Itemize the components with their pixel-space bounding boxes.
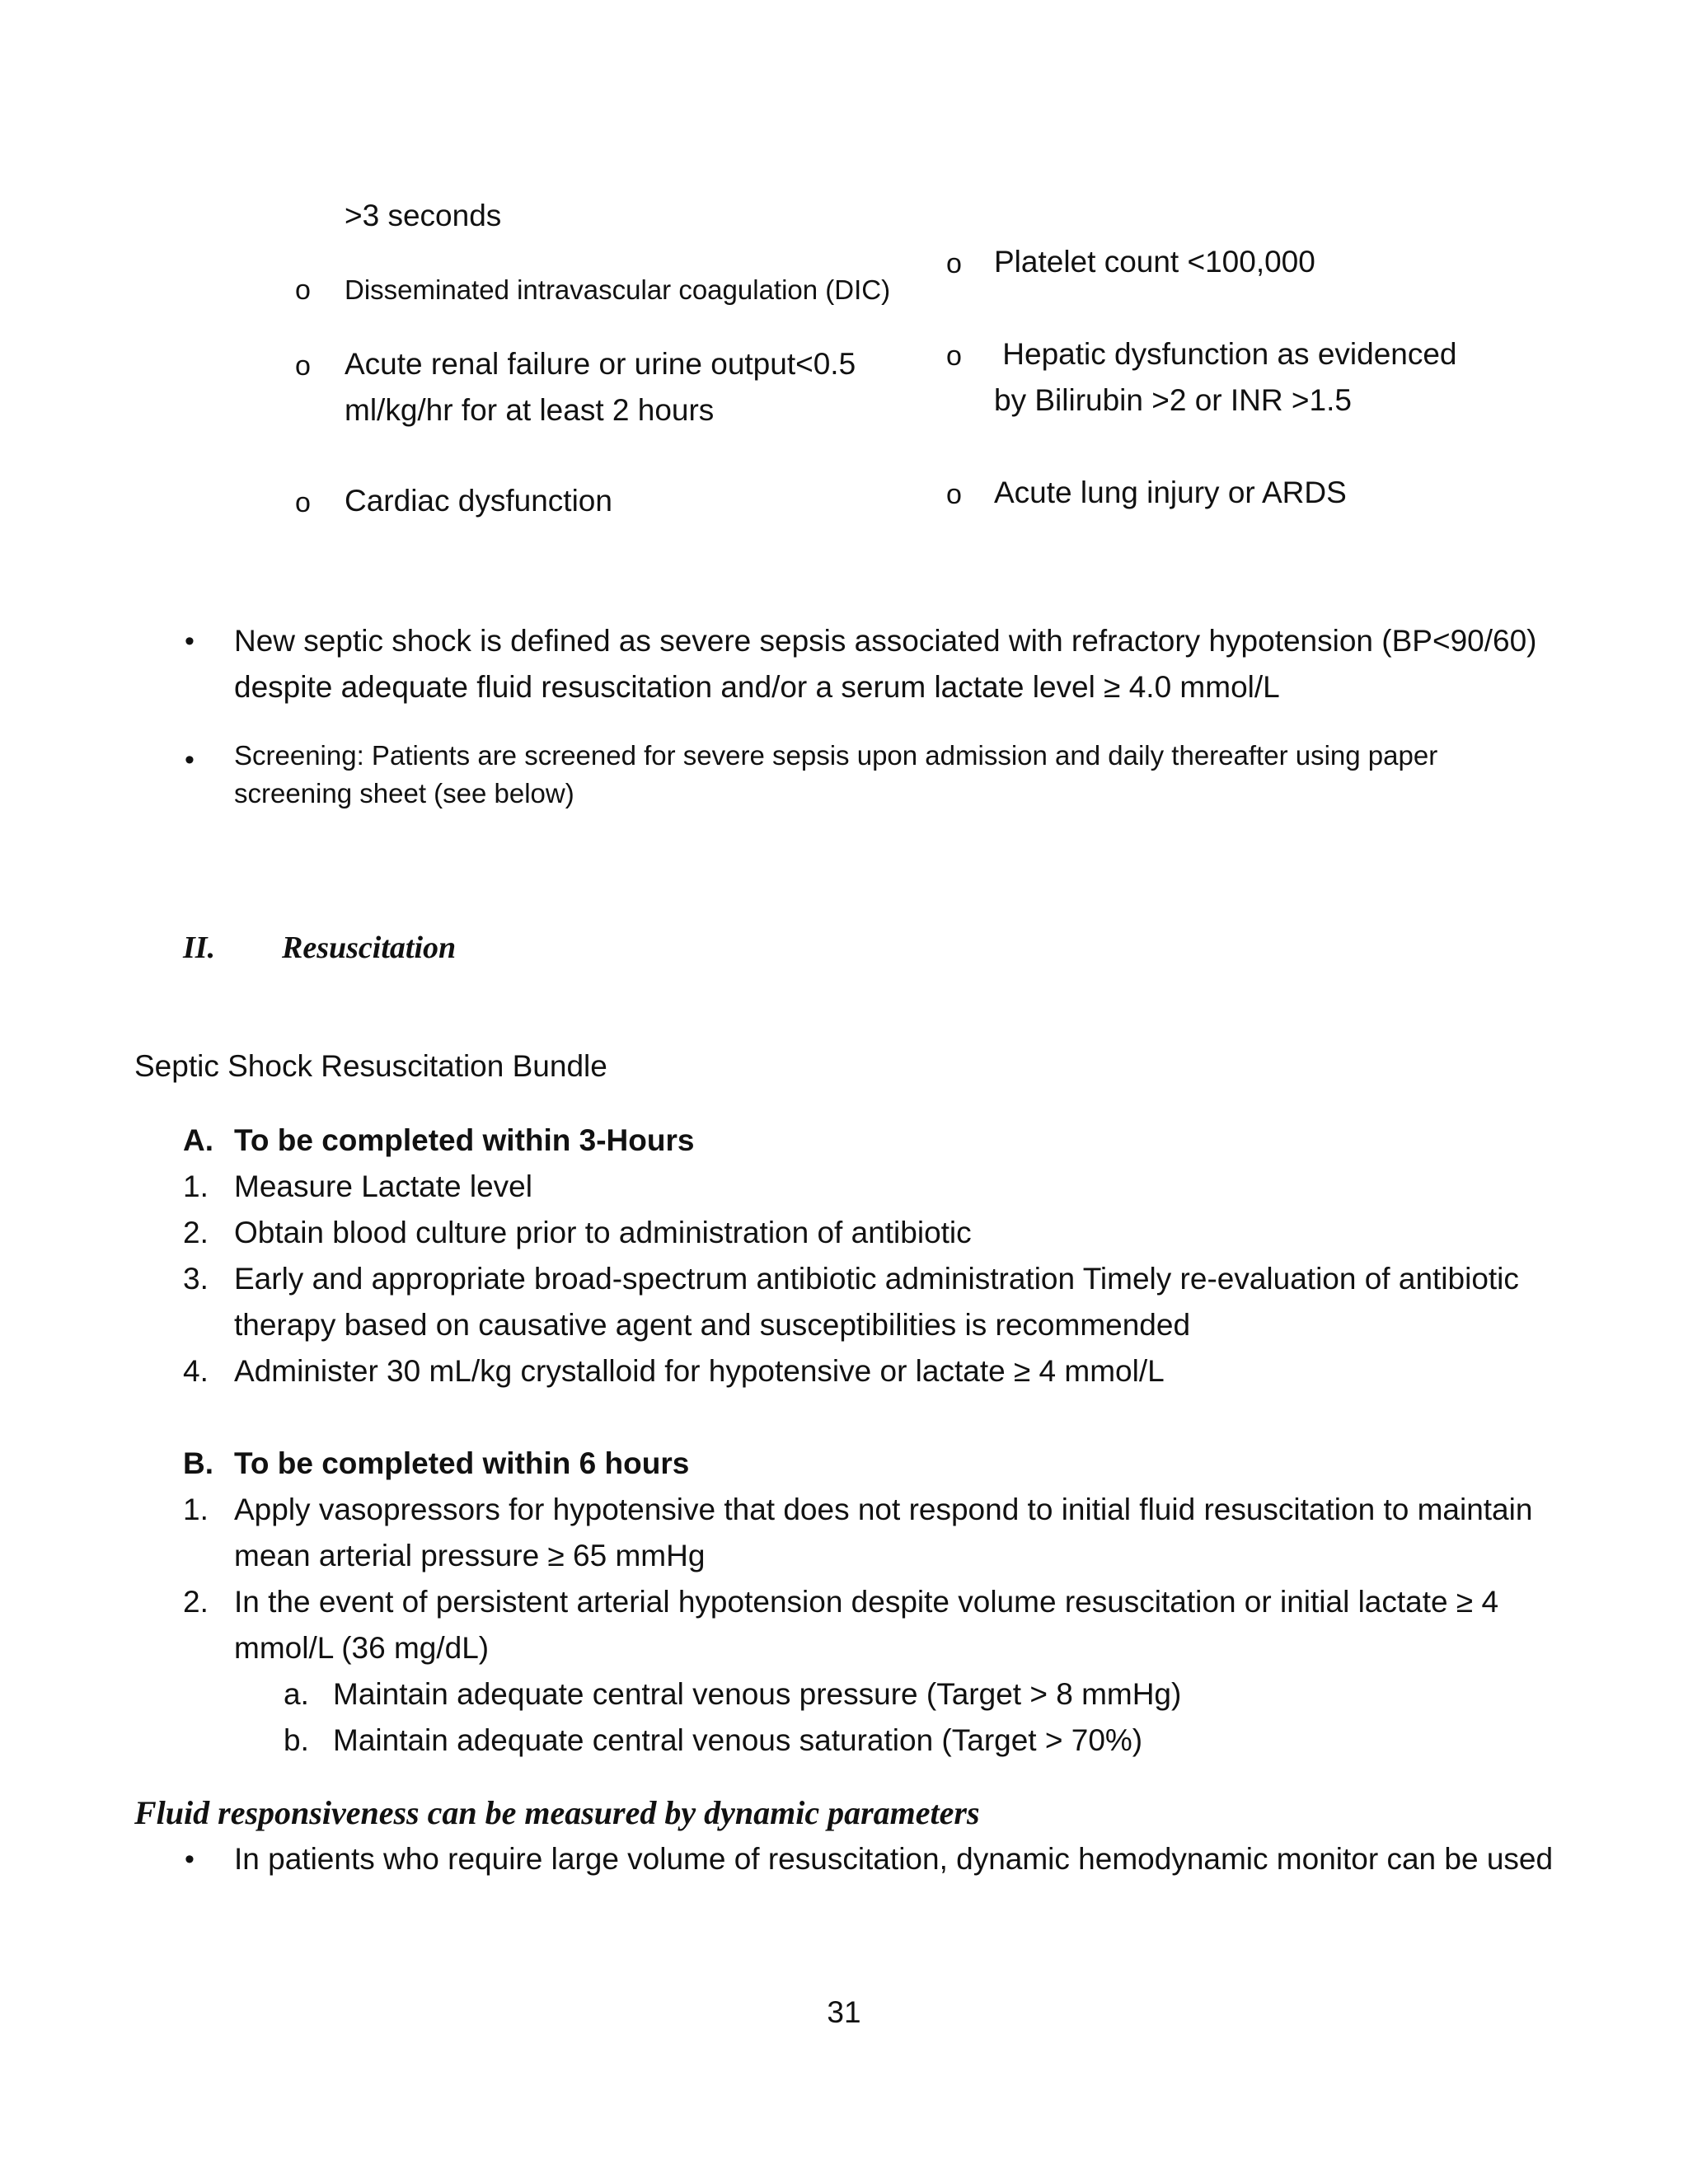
septic-shock-definition-line2: despite adequate fluid resuscitation and/or a serum lactate level ≥ 4.0 mmol/L — [234, 670, 1280, 704]
list-item: Early and appropriate broad-spectrum antibiotic administration Timely re-evaluation of antibiotic — [234, 1262, 1519, 1296]
list-item: Obtain blood culture prior to administration of antibiotic — [234, 1216, 972, 1249]
criteria-renal-line2: ml/kg/hr for at least 2 hours — [345, 393, 715, 427]
criteria-renal-line1: Acute renal failure or urine output<0.5 — [345, 347, 856, 381]
screening-line2: screening sheet (see below) — [234, 778, 574, 808]
list-item-continuation: mmol/L (36 mg/dL) — [234, 1631, 490, 1665]
sublist-letter: a. — [284, 1677, 309, 1711]
list-item: In the event of persistent arterial hypotension despite volume resuscitation or initial lactate ≥ 4 — [234, 1585, 1499, 1619]
sublist-letter: b. — [284, 1723, 309, 1757]
sub-bullet-marker: o — [946, 340, 962, 372]
list-number: 1. — [183, 1493, 209, 1526]
sub-bullet-marker: o — [295, 350, 311, 382]
criteria-lung: Acute lung injury or ARDS — [994, 476, 1347, 509]
fluid-responsiveness-bullet: In patients who require large volume of resuscitation, dynamic hemodynamic monitor can be used — [234, 1842, 1554, 1876]
list-item-continuation: mean arterial pressure ≥ 65 mmHg — [234, 1539, 706, 1572]
screening-line1: Screening: Patients are screened for severe sepsis upon admission and daily thereafter using paper — [234, 740, 1438, 771]
sublist-item: Maintain adequate central venous saturation (Target > 70%) — [333, 1723, 1143, 1757]
list-number: 2. — [183, 1585, 209, 1619]
list-item: Measure Lactate level — [234, 1169, 532, 1203]
list-number: 1. — [183, 1169, 209, 1203]
bullet-marker: • — [185, 744, 195, 776]
list-item: Apply vasopressors for hypotensive that does not respond to initial fluid resuscitation to maintain — [234, 1493, 1533, 1526]
criteria-platelet: Platelet count <100,000 — [994, 245, 1315, 279]
group-a-heading: To be completed within 3-Hours — [234, 1123, 695, 1157]
list-number: 4. — [183, 1354, 209, 1388]
septic-shock-definition-line1: New septic shock is defined as severe sepsis associated with refractory hypotension (BP<90/60) — [234, 624, 1537, 658]
group-b-marker: B. — [183, 1446, 213, 1480]
criteria-dic: Disseminated intravascular coagulation (DIC) — [345, 274, 891, 305]
group-a-marker: A. — [183, 1123, 213, 1157]
group-b-heading: To be completed within 6 hours — [234, 1446, 690, 1480]
list-number: 2. — [183, 1216, 209, 1249]
criteria-hepatic-line1: Hepatic dysfunction as evidenced — [994, 337, 1457, 371]
sublist-item: Maintain adequate central venous pressure (Target > 8 mmHg) — [333, 1677, 1182, 1711]
page-number: 31 — [827, 1995, 861, 2029]
fluid-responsiveness-heading: Fluid responsiveness can be measured by dynamic parameters — [134, 1794, 980, 1831]
bullet-marker: • — [185, 1844, 195, 1875]
bundle-title: Septic Shock Resuscitation Bundle — [134, 1049, 607, 1083]
criteria-hepatic-line2: by Bilirubin >2 or INR >1.5 — [994, 383, 1352, 417]
criteria-continuation: >3 seconds — [345, 199, 502, 232]
list-item: Administer 30 mL/kg crystalloid for hypotensive or lactate ≥ 4 mmol/L — [234, 1354, 1165, 1388]
section-title: Resuscitation — [282, 930, 457, 965]
sub-bullet-marker: o — [295, 274, 311, 306]
sub-bullet-marker: o — [295, 487, 311, 518]
sub-bullet-marker: o — [946, 479, 962, 510]
list-number: 3. — [183, 1262, 209, 1296]
sub-bullet-marker: o — [946, 248, 962, 279]
section-number: II. — [183, 930, 216, 965]
bullet-marker: • — [185, 626, 195, 657]
criteria-cardiac: Cardiac dysfunction — [345, 484, 612, 518]
list-item-continuation: therapy based on causative agent and susceptibilities is recommended — [234, 1308, 1191, 1342]
